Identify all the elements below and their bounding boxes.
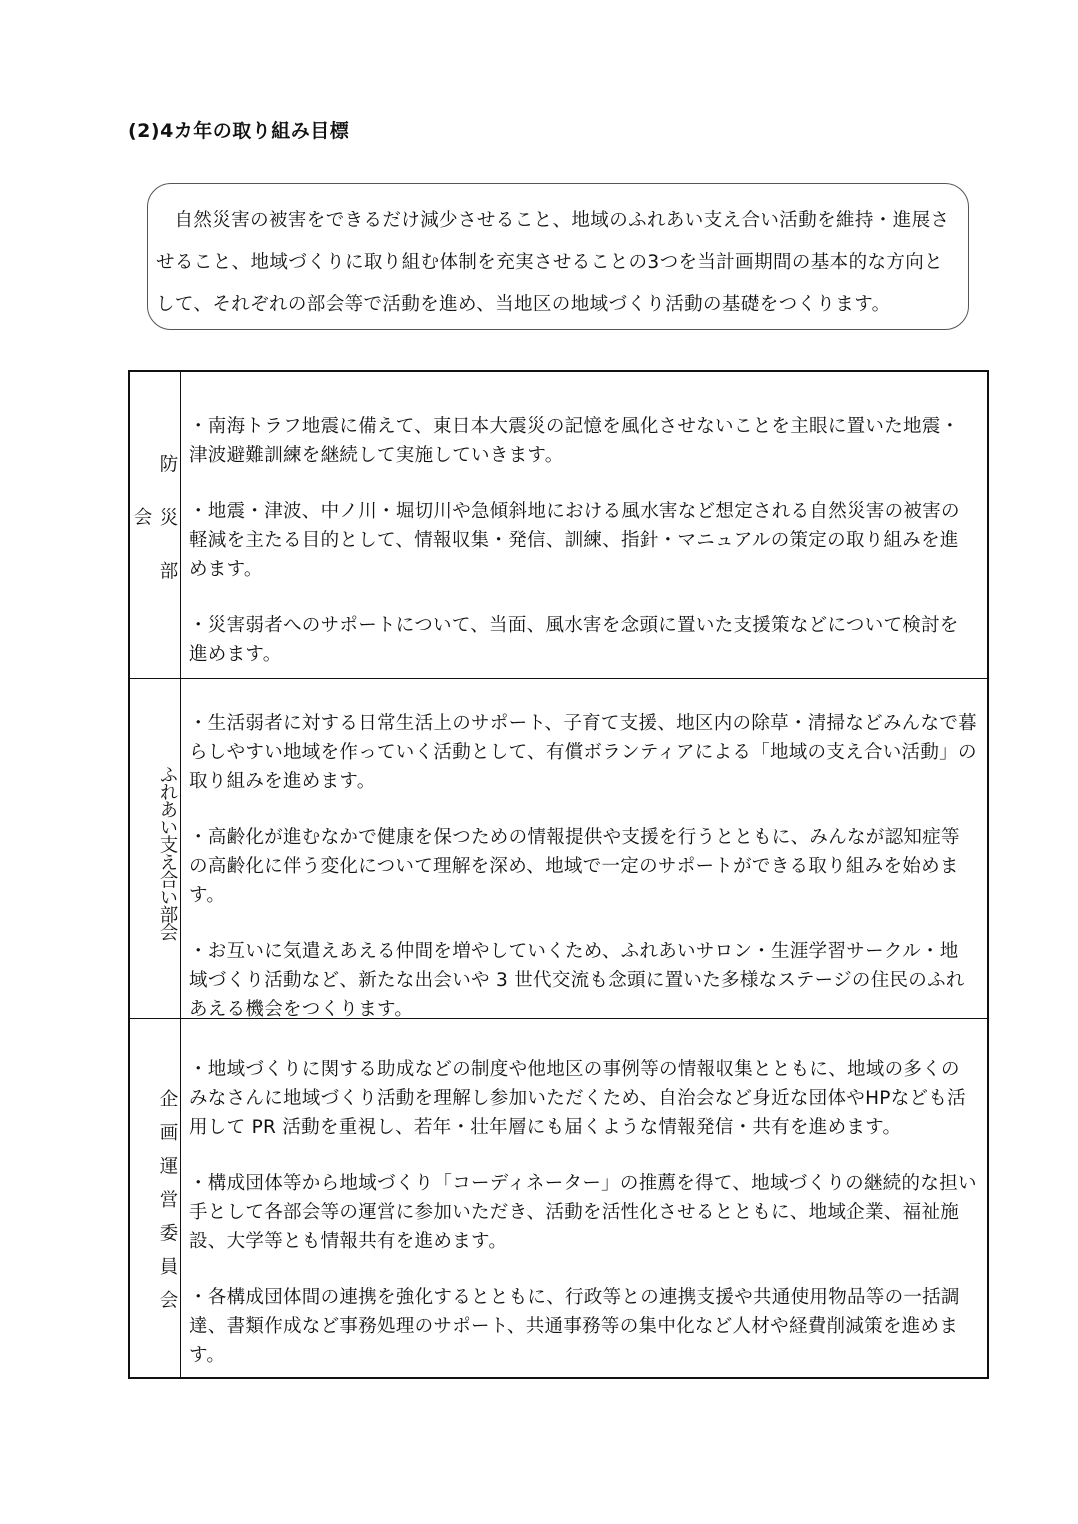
section-mutual-support: [130, 678, 987, 1018]
section-label: 企画運営委員会: [157, 1088, 178, 1324]
intro-box: [147, 183, 969, 330]
goal-item: ・南海トラフ地震に備えて、東日本大震災の記憶を風化させないことを主眼に置いた地震・津波避難訓練を継続して実施していきます。: [189, 416, 960, 466]
goals-table: [128, 370, 989, 1379]
section-disaster-prevention: [130, 372, 987, 678]
goal-item: ・構成団体等から地域づくり「コーディネーター」の推薦を得て、地域づくりの継続的な担い手として各部会等の運営に参加いただき、活動を活性化させるとともに、地域企業、福祉施設、大学等とも情報共有を進めます。: [189, 1173, 977, 1252]
goal-item: ・各構成団体間の連携を強化するとともに、行政等との連携支援や共通使用物品等の一括調達、書類作成など事務処理のサポート、共通事務等の集中化など人材や経費削減策を進めます。: [189, 1287, 960, 1366]
section-label-cell: [130, 1019, 181, 1377]
section-label: 防災部会: [131, 453, 178, 615]
section-label-cell: [130, 679, 181, 1018]
section-content: [181, 679, 987, 1018]
goal-item: ・災害弱者へのサポートについて、当面、風水害を念頭に置いた支援策などについて検討を進めます。: [189, 615, 959, 665]
section-label: ふれあい支え合い部会: [157, 764, 178, 940]
section-content: [181, 1019, 987, 1377]
goal-item: ・地震・津波、中ノ川・堀切川や急傾斜地における風水害など想定される自然災害の被害の軽減を主たる目的として、情報収集・発信、訓練、指針・マニュアルの策定の取り組みを進めます。: [189, 501, 960, 580]
goal-item: ・地域づくりに関する助成などの制度や他地区の事例等の情報収集とともに、地域の多くのみなさんに地域づくり活動を理解し参加いただくため、自治会など身近な団体やHPなども活用して PR 活動を重視し、若年・壮年層にも届くような情報発信・共有を進めます。: [189, 1059, 966, 1138]
intro-text: 自然災害の被害をできるだけ減少させること、地域のふれあい支え合い活動を維持・進展させること、地域づくりに取り組む体制を充実させることの3つを当計画期間の基本的な方向として、それぞれの部会等で活動を進め、当地区の地域づくり活動の基礎をつくります。: [156, 210, 950, 315]
section-planning-committee: [130, 1018, 987, 1377]
goal-item: ・高齢化が進むなかで健康を保つための情報提供や支援を行うとともに、みんなが認知症等の高齢化に伴う変化について理解を深め、地域で一定のサポートができる取り組みを始めます。: [189, 827, 960, 906]
section-content: [181, 372, 987, 678]
section-heading: (2)4カ年の取り組み目標: [128, 120, 350, 142]
goal-item: ・お互いに気遣えあえる仲間を増やしていくため、ふれあいサロン・生涯学習サークル・地域づくり活動など、新たな出会いや 3 世代交流も念頭に置いた多様なステージの住民のふれあえる機会をつくります。: [189, 941, 965, 1020]
goal-item: ・生活弱者に対する日常生活上のサポート、子育て支援、地区内の除草・清掃などみんなで暮らしやすい地域を作っていく活動として、有償ボランティアによる「地域の支え合い活動」の取り組みを進めます。: [189, 713, 977, 792]
section-label-cell: [130, 372, 181, 678]
